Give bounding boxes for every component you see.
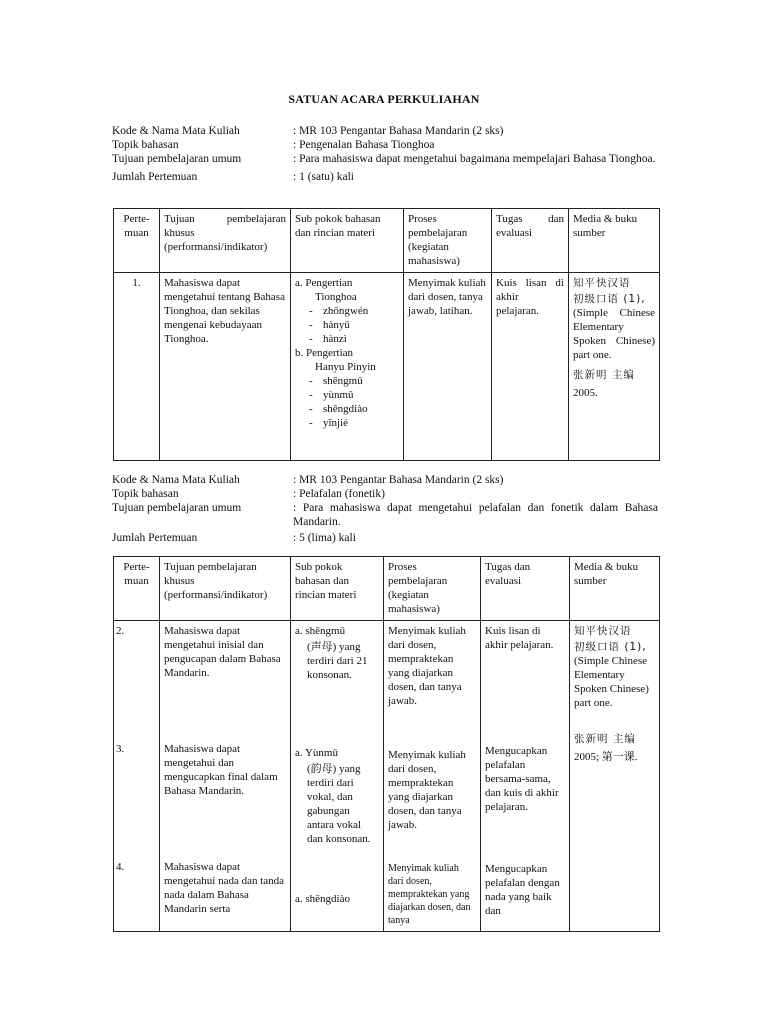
header-cell: Media & buku sumber [570,557,660,621]
list-item: - hànyǔ [309,319,350,331]
table-header-row [114,557,660,621]
meeting-number: 2. [116,625,125,637]
material-desc: (韵母) yang terdiri dari vokal, dan gabungan antara vokal dan konsonan. [307,763,371,845]
header-cell: Sub pokok bahasan dan rincian materi [291,209,404,273]
media-text: (Simple Chinese Elementary Spoken Chinese) part one. [574,655,649,709]
media-author: 张新明 主编 [573,369,635,381]
meeting-number: 3. [116,743,125,755]
material-a-list [295,304,399,346]
process-cell: Menyimak kuliah dari dosen, mempraktekan yang diajarkan dosen, dan tanya jawab. [388,749,466,831]
meeting-number: 4. [116,861,125,873]
info-row [112,487,658,501]
info-label: Tujuan pembelajaran umum [112,153,242,165]
info-row [112,473,658,487]
info-label: Tujuan pembelajaran umum [112,502,242,514]
objective-cells [160,621,291,932]
material-b-list [295,374,399,430]
info-label: Jumlah Pertemuan [112,171,198,183]
info-value: : 1 (satu) kali [293,171,354,183]
process-cells [384,621,481,932]
info-value: : Pengenalan Bahasa Tionghoa [293,139,435,151]
course-info-2 [112,473,658,545]
material-cell [295,872,379,906]
header-cell: Tugas dan evaluasi [492,209,569,273]
objective-cell: Mahasiswa dapat mengetahui dan mengucapkan final dalam Bahasa Mandarin. [164,743,278,797]
objective-cell: Mahasiswa dapat mengetahui inisial dan pengucapan dalam Bahasa Mandarin. [164,625,281,679]
objective-cell: Mahasiswa dapat mengetahui tentang Bahasa Tionghoa, dan sekilas mengenai kebudayaan Tionghoa. [160,273,291,461]
evaluation-cells [481,621,570,932]
material-a-cont: Tionghoa [315,291,357,303]
info-label: Topik bahasan [112,488,179,500]
list-item: - yùnmǔ [309,389,354,401]
evaluation-cell: Kuis lisan di akhir pelajaran. [485,625,554,651]
evaluation-cell: Mengucapkan pelafalan bersama-sama, dan kuis di akhir pelajaran. [485,745,559,813]
media-text: (Simple Chinese Elementary Spoken Chinese) part one. [573,307,655,361]
header-cell: Sub pokok bahasan dan rincian materi [291,557,384,621]
process-cell: Menyimak kuliah dari dosen, tanya jawab, latihan. [404,273,492,461]
info-label: Kode & Nama Mata Kuliah [112,125,240,137]
header-cell: Perte-muan [114,209,160,273]
header-cell: Tujuan pembelajaran khusus (performansi/indikator) [160,557,291,621]
evaluation-cell: Kuis lisan di akhir pelajaran. [492,273,569,461]
header-cell: Proses pembelajaran (kegiatan mahasiswa) [404,209,492,273]
info-row [112,124,658,138]
info-row [112,531,658,545]
media-year: 2005. [573,387,598,399]
info-value: : Para mahasiswa dapat mengetahui pelafalan dan fonetik dalam Bahasa Mandarin. [293,502,658,528]
table-row [114,621,660,932]
media-cjk-subtitle: 初级口语 (1), [574,641,647,653]
material-desc: (声母) yang terdiri dari 21 konsonan. [307,641,368,681]
media-cell [569,273,660,461]
evaluation-cell: Mengucapkan pelafalan dengan nada yang baik dan [485,863,560,917]
list-item: - yīnjié [309,417,349,429]
list-item: - shēngmǔ [309,375,363,387]
process-cell: Menyimak kuliah dari dosen, mempraktekan yang diajarkan dosen, dan tanya [388,863,471,926]
meeting-number: 1. [114,273,160,461]
header-cell: Proses pembelajaran (kegiatan mahasiswa) [384,557,481,621]
material-b: b. Pengertian [295,347,354,359]
page-title: SATUAN ACARA PERKULIAHAN [288,92,480,106]
objective-cell: Mahasiswa dapat mengetahui nada dan tanda nada dalam Bahasa Mandarin serta [164,861,285,915]
lesson-table-2 [113,556,660,932]
header-cell: Perte-muan [114,557,160,621]
table-row [114,273,660,461]
header-cell: Media & buku sumber [569,209,660,273]
header-cell: Tujuan pembelajaran khusus (performansi/indikator) [160,209,291,273]
info-value: : Para mahasiswa dapat mengetahui bagaimana mempelajari Bahasa Tionghoa. [293,153,656,165]
info-row [112,170,658,184]
media-cjk-title: 知平快汉语 [573,277,631,289]
info-row [112,152,658,166]
info-value: : Pelafalan (fonetik) [293,488,385,500]
material-cell [291,273,404,461]
info-label: Topik bahasan [112,139,179,151]
course-info-1 [112,124,658,184]
info-value: : 5 (lima) kali [293,532,356,544]
media-cjk-subtitle: 初级口语 (1), [573,293,646,305]
list-item: - zhōngwén [309,305,369,317]
material-title: a. shēngdiào [295,893,350,905]
material-b-cont: Hanyu Pinyin [315,361,376,373]
material-title: a. Yùnmǔ [295,747,338,759]
info-value: : MR 103 Pengantar Bahasa Mandarin (2 sks) [293,474,504,486]
header-cell: Tugas dan evaluasi [481,557,570,621]
media-author: 张新明 主编 [574,733,636,745]
material-a: a. Pengertian [295,277,353,289]
info-label: Jumlah Pertemuan [112,532,198,544]
material-cells [291,621,384,932]
media-year: 2005; 第一课. [574,751,638,763]
material-title: a. shēngmǔ [295,625,346,637]
info-label: Kode & Nama Mata Kuliah [112,474,240,486]
media-cjk-title: 知平快汉语 [574,625,632,637]
info-row [112,501,658,529]
info-value: : MR 103 Pengantar Bahasa Mandarin (2 sks) [293,125,504,137]
info-row [112,138,658,152]
list-item: - hànzì [309,333,347,345]
meeting-cells [114,621,160,932]
table-header-row [114,209,660,273]
process-cell: Menyimak kuliah dari dosen, mempraktekan yang diajarkan dosen, dan tanya jawab. [388,625,466,707]
list-item: - shēngdiào [309,403,368,415]
material-cell [295,624,379,746]
material-cell [295,746,379,872]
media-cell [570,621,660,932]
lesson-table-1 [113,208,660,461]
